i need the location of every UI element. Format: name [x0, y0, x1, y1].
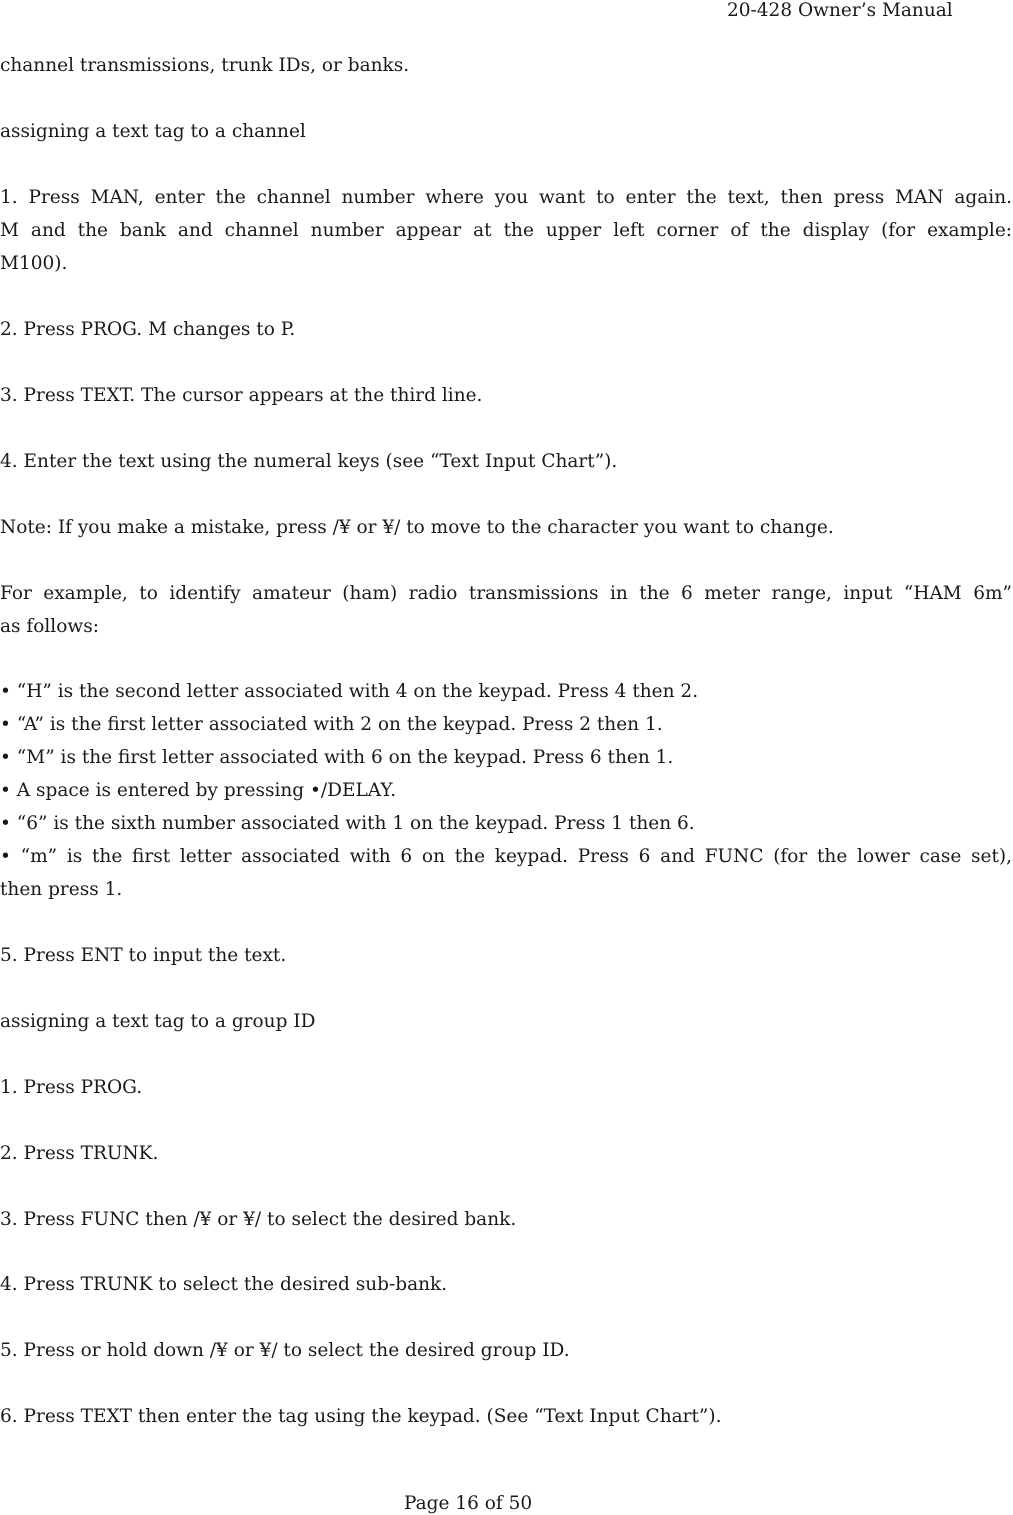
step-text: 2. Press TRUNK.	[0, 1143, 159, 1164]
page-number: Page 16 of 50	[404, 1493, 533, 1514]
example-text: For example, to identify amateur (ham) radio transmissions in the 6 meter range, input “HAM 6m”	[0, 583, 1012, 604]
bullet-item: • “A” is the first letter associated with 2 on the keypad. Press 2 then 1.	[0, 714, 663, 735]
bullet-item: • “6” is the sixth number associated with 1 on the keypad. Press 1 then 6.	[0, 813, 695, 834]
step-text: 2. Press PROG. M changes to P.	[0, 319, 296, 340]
running-header: 20-428 Owner’s Manual	[727, 0, 953, 21]
bullet-item: • A space is entered by pressing •/DELAY.	[0, 780, 397, 801]
step-text: 3. Press TEXT. The cursor appears at the third line.	[0, 385, 483, 406]
bullet-item: • “M” is the first letter associated with 6 on the keypad. Press 6 then 1.	[0, 747, 674, 768]
bullet-item: • “H” is the second letter associated with 4 on the keypad. Press 4 then 2.	[0, 681, 699, 702]
bullet-item: • “m” is the first letter associated with 6 on the keypad. Press 6 and FUNC (for the lower case set),	[0, 846, 1012, 867]
note-text: Note: If you make a mistake, press /¥ or ¥/ to move to the character you want to change.	[0, 517, 834, 538]
bullet-item: then press 1.	[0, 879, 123, 900]
step-text: 3. Press FUNC then /¥ or ¥/ to select the desired bank.	[0, 1209, 517, 1230]
body-line: channel transmissions, trunk IDs, or banks.	[0, 55, 410, 76]
step-text: 6. Press TEXT then enter the tag using the keypad. (See “Text Input Chart”).	[0, 1406, 722, 1427]
step-text: 5. Press or hold down /¥ or ¥/ to select the desired group ID.	[0, 1340, 570, 1361]
step-text: 4. Enter the text using the numeral keys (see “Text Input Chart”).	[0, 451, 618, 472]
step-text: 1. Press PROG.	[0, 1077, 143, 1098]
step-text: M100).	[0, 253, 68, 274]
section-heading: assigning a text tag to a channel	[0, 121, 306, 142]
step-text: 1. Press MAN, enter the channel number where you want to enter the text, then press MAN again.	[0, 187, 1012, 208]
example-text: as follows:	[0, 616, 99, 637]
step-text: 4. Press TRUNK to select the desired sub-bank.	[0, 1274, 448, 1295]
step-text: M and the bank and channel number appear at the upper left corner of the display (for example:	[0, 220, 1012, 241]
section-heading: assigning a text tag to a group ID	[0, 1011, 316, 1032]
step-text: 5. Press ENT to input the text.	[0, 945, 287, 966]
